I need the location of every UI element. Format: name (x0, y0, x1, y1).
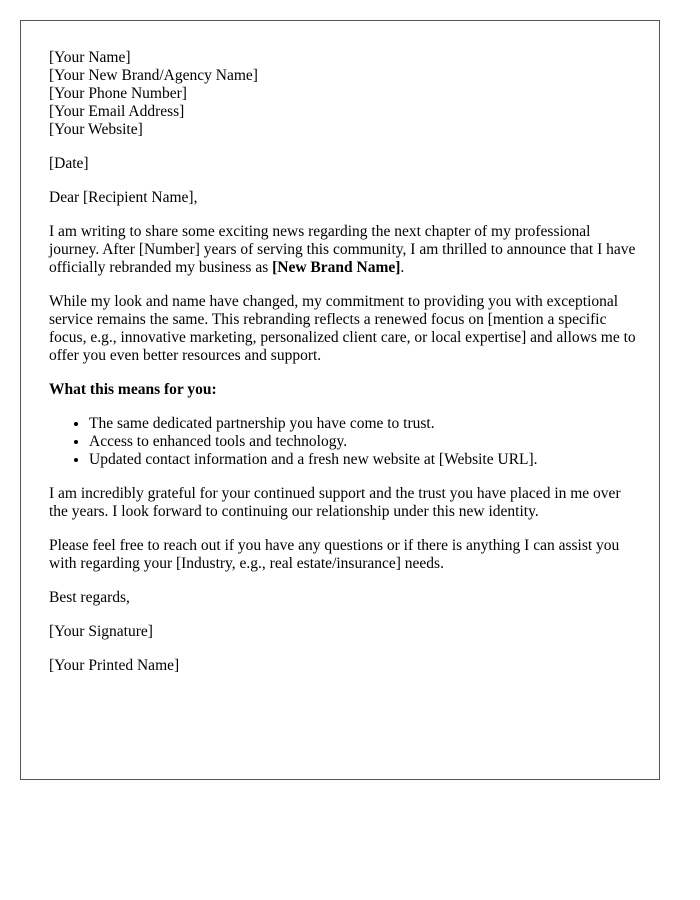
sender-email: [Your Email Address] (49, 103, 185, 120)
letter-date: [Date] (49, 155, 89, 172)
announcement-end: . (400, 259, 405, 276)
sender-website: [Your Website] (49, 121, 143, 138)
new-brand-name: [New Brand Name] (272, 259, 401, 276)
benefit-item: • Updated contact information and a fresh new website at [Website URL]. (89, 451, 637, 469)
announcement-text: I am writing to share some exciting news regarding the next chapter of my professional journey. After [Number] years of serving this community, I am thrilled to announce that I have officially rebranded my business as (49, 223, 636, 276)
closing: Best regards, (49, 589, 130, 606)
benefit-item: • The same dedicated partnership you have come to trust. (89, 415, 637, 433)
sender-block (49, 49, 637, 139)
benefits-list (49, 415, 637, 469)
sender-brand: [Your New Brand/Agency Name] (49, 67, 258, 84)
sender-phone: [Your Phone Number] (49, 85, 187, 102)
paragraph-commitment: While my look and name have changed, my commitment to providing you with exceptional service remains the same. This rebranding reflects a renewed focus on [mention a specific focus, e.g., innovative marketing, personalized client care, or local expertise] and allows me to offer you even better resources and support. (49, 293, 636, 364)
letter-page (20, 20, 660, 780)
paragraph-contact: Please feel free to reach out if you have any questions or if there is anything I can assist you with regarding your [Industry, e.g., real estate/insurance] needs. (49, 537, 620, 572)
printed-name: [Your Printed Name] (49, 657, 180, 674)
benefit-item: • Access to enhanced tools and technology. (89, 433, 637, 451)
signature: [Your Signature] (49, 623, 153, 640)
sender-name: [Your Name] (49, 49, 131, 66)
letter-content (49, 49, 637, 691)
paragraph-announcement (49, 223, 637, 277)
benefits-heading: What this means for you: (49, 381, 217, 398)
salutation: Dear [Recipient Name], (49, 189, 198, 206)
paragraph-gratitude: I am incredibly grateful for your continued support and the trust you have placed in me over the years. I look forward to continuing our relationship under this new identity. (49, 485, 621, 520)
